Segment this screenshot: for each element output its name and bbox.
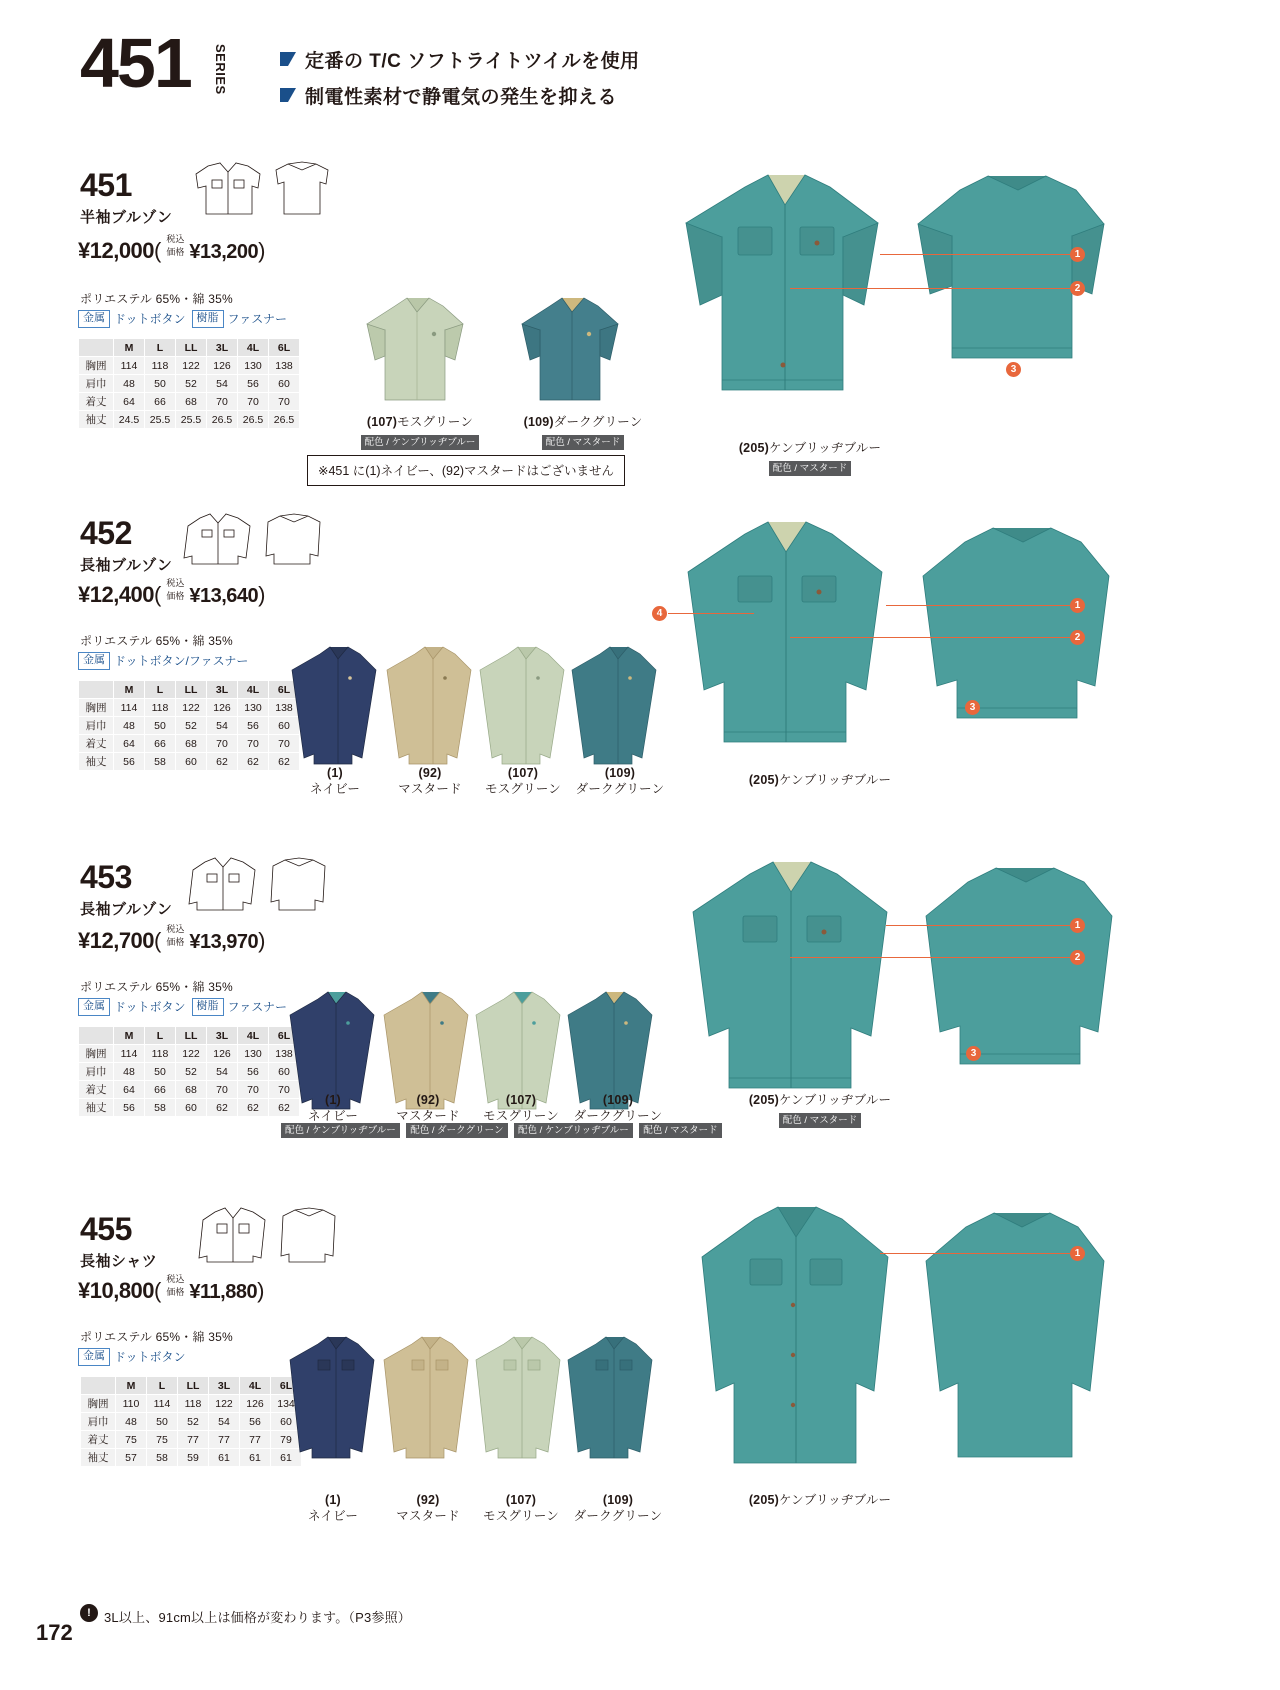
size-header: LL (178, 1377, 209, 1395)
series-number: 451 (80, 24, 191, 102)
table-row: 肩巾 48 50 52 54 56 60 (79, 375, 300, 393)
garment-452-main-front (650, 510, 920, 770)
tax-label: 税込 価格 (166, 234, 185, 257)
table-row: 袖丈 56 58 60 62 62 62 (79, 753, 300, 771)
color-label-455-107: (107) モスグリーン (483, 1493, 559, 1523)
color-label-452-main: (205)ケンブリッヂブルー (748, 773, 892, 787)
callout-3: 3 (966, 1046, 981, 1061)
color-label-453-92: (92) マスタード (396, 1093, 460, 1123)
table-row: 胸囲 114 118 122 126 130 138 (79, 357, 300, 375)
size-header: 3L (207, 681, 238, 699)
callout-2: 2 (1070, 281, 1085, 296)
garment-451-main-front (650, 165, 910, 415)
garment-451-109 (510, 290, 640, 420)
haishoku-badge: 配色 / マスタード (769, 461, 851, 476)
table-row: 着丈 64 66 68 70 70 70 (79, 393, 300, 411)
availability-note: ※451 に(1)ネイビー、(92)マスタードはございません (307, 455, 625, 486)
size-header: M (114, 339, 145, 357)
tax-label: 税込 価格 (166, 924, 185, 947)
price-main: ¥10,800 (78, 1278, 155, 1303)
price-main: ¥12,400 (78, 582, 155, 607)
garment-455-main-front (660, 1195, 930, 1495)
table-row: 着丈 75 75 77 77 77 79 (81, 1431, 302, 1449)
price-row (78, 578, 266, 608)
color-label-452-107: (107) モスグリーン (485, 766, 561, 796)
size-header: L (145, 339, 176, 357)
haishoku-badge: 配色 / マスタード (779, 1113, 861, 1128)
tag-metal: 金属 (78, 310, 110, 328)
price-open-paren: ( (154, 1278, 162, 1303)
tax-label: 税込 価格 (166, 578, 185, 601)
color-label-453-107: (107) モスグリーン (483, 1093, 559, 1123)
feature-tags (78, 652, 254, 670)
size-header: 3L (207, 1027, 238, 1045)
price-close-paren: ) (257, 1278, 265, 1303)
size-header: 4L (238, 339, 269, 357)
product-section-451 (0, 0, 1280, 500)
callout-3: 3 (1006, 362, 1021, 377)
color-label-453-1: (1) ネイビー (307, 1093, 359, 1123)
garment-455-107 (474, 1330, 574, 1480)
price-close-paren: ) (258, 928, 266, 953)
product-name: 長袖ブルゾン (80, 901, 173, 918)
size-table (78, 1026, 300, 1117)
tag-dot-button: ドットボタン (114, 1350, 186, 1364)
haishoku-badge: 配色 / マスタード (639, 1123, 721, 1138)
color-label-455-1: (1) ネイビー (307, 1493, 359, 1523)
price-main: ¥12,000 (78, 238, 155, 263)
table-row: 胸囲 110 114 118 122 126 134 (81, 1395, 302, 1413)
tag-fastener: ファスナー (227, 1000, 288, 1014)
price-row (78, 234, 266, 264)
table-row (79, 339, 300, 357)
size-header: M (114, 681, 145, 699)
size-table (78, 680, 300, 771)
callout-4: 4 (652, 606, 667, 621)
callout-2: 2 (1070, 950, 1085, 965)
garment-451-107 (355, 290, 485, 420)
garment-453-main-back (898, 860, 1118, 1090)
table-row: 袖丈 56 58 60 62 62 62 (79, 1099, 300, 1117)
leader-line (886, 605, 1070, 606)
price-row (78, 1274, 264, 1304)
garment-455-109 (566, 1330, 666, 1480)
haishoku-badge: 配色 / ケンブリッヂブルー (361, 435, 480, 450)
table-row: 着丈 64 66 68 70 70 70 (79, 1081, 300, 1099)
callout-3: 3 (965, 700, 980, 715)
series-word: SERIES (213, 44, 228, 95)
tag-resin: 樹脂 (192, 998, 224, 1016)
product-name: 半袖ブルゾン (80, 209, 173, 226)
tag-metal: 金属 (78, 652, 110, 670)
table-row: 袖丈 24.5 25.5 25.5 26.5 26.5 26.5 (79, 411, 300, 429)
tag-metal: 金属 (78, 1348, 110, 1366)
color-label-451-107: (107)モスグリーン 配色 / ケンブリッヂブルー (315, 414, 525, 450)
callout-1: 1 (1070, 918, 1085, 933)
table-row: 肩巾 48 50 52 54 56 60 (81, 1413, 302, 1431)
size-header: 6L (269, 339, 300, 357)
price-open-paren: ( (154, 582, 162, 607)
size-header: 6L (269, 1027, 300, 1045)
color-label-452-92: (92) マスタード (398, 766, 462, 796)
table-row (79, 681, 300, 699)
table-row: 肩巾 48 50 52 54 56 60 (79, 1063, 300, 1081)
size-header: M (116, 1377, 147, 1395)
footer-note: 3L以上、91cm以上は価格が変わります。（P3参照） (104, 1610, 412, 1625)
garment-455-1 (288, 1330, 388, 1480)
product-code: 453 (80, 859, 132, 895)
product-name: 長袖ブルゾン (80, 557, 173, 574)
color-label-452-1: (1) ネイビー (309, 766, 361, 796)
table-row: 胸囲 114 118 122 126 130 138 (79, 1045, 300, 1063)
size-header: L (145, 681, 176, 699)
size-table (80, 1376, 302, 1467)
price-with-tax: ¥11,880 (189, 1281, 258, 1303)
price-with-tax: ¥13,200 (189, 241, 259, 263)
table-row: 肩巾 48 50 52 54 56 60 (79, 717, 300, 735)
price-close-paren: ) (258, 582, 266, 607)
price-with-tax: ¥13,640 (189, 585, 259, 607)
leader-line (880, 254, 1070, 255)
feature-tags (78, 998, 293, 1016)
tax-label: 税込 価格 (166, 1274, 185, 1297)
price-row (78, 924, 266, 954)
size-header: 3L (207, 339, 238, 357)
haishoku-badge: 配色 / ダークグリーン (406, 1123, 507, 1138)
size-header: 4L (238, 1027, 269, 1045)
haishoku-badge: 配色 / ケンブリッヂブルー (281, 1123, 400, 1138)
color-label-453-109: (109) ダークグリーン (573, 1093, 663, 1123)
line-art-451 (188, 158, 338, 220)
tag-dot-button: ドットボタン (114, 1000, 186, 1014)
price-open-paren: ( (154, 238, 162, 263)
garment-455-92 (382, 1330, 482, 1480)
size-header: 3L (209, 1377, 240, 1395)
feature-tags (78, 310, 293, 328)
garment-452-main-back (895, 520, 1115, 740)
feature-tags (78, 1348, 192, 1366)
tag-fastener: ファスナー (227, 312, 288, 326)
garment-453-main-front (655, 850, 925, 1120)
tag-resin: 樹脂 (192, 310, 224, 328)
table-row (79, 1027, 300, 1045)
price-open-paren: ( (154, 928, 162, 953)
tag-metal: 金属 (78, 998, 110, 1016)
leader-line (880, 1253, 1070, 1254)
color-label-452-109: (109) ダークグリーン (575, 766, 665, 796)
size-header: LL (176, 339, 207, 357)
size-header: LL (176, 1027, 207, 1045)
color-label-455-main: (205)ケンブリッヂブルー (748, 1493, 892, 1507)
leader-line (790, 957, 1070, 958)
callout-1: 1 (1070, 247, 1085, 262)
line-art-452 (170, 508, 330, 570)
material-text: ポリエステル 65%・綿 35% (80, 980, 233, 994)
haishoku-badge: 配色 / マスタード (542, 435, 624, 450)
color-label-451-main: (205)ケンブリッヂブルー 配色 / マスタード (738, 441, 882, 474)
color-label-455-92: (92) マスタード (396, 1493, 460, 1523)
note-bullet-icon: ! (80, 1604, 98, 1622)
table-row: 胸囲 114 118 122 126 130 138 (79, 699, 300, 717)
feature-bullet-text: 制電性素材で静電気の発生を抑える (305, 86, 618, 108)
price-main: ¥12,700 (78, 928, 155, 953)
line-art-453 (175, 852, 335, 918)
size-header: L (147, 1377, 178, 1395)
product-name: 長袖シャツ (80, 1253, 158, 1270)
size-header: 4L (240, 1377, 271, 1395)
leader-line (790, 637, 1070, 638)
size-header: LL (176, 681, 207, 699)
size-header: 4L (238, 681, 269, 699)
product-code: 451 (80, 167, 132, 203)
size-header: L (145, 1027, 176, 1045)
table-row: 着丈 64 66 68 70 70 70 (79, 735, 300, 753)
material-text: ポリエステル 65%・綿 35% (80, 634, 233, 648)
leader-line (886, 925, 1070, 926)
leader-line (790, 288, 1070, 289)
table-row (81, 1377, 302, 1395)
price-with-tax: ¥13,970 (189, 931, 259, 953)
page-number: 172 (36, 1620, 73, 1645)
table-row: 袖丈 57 58 59 61 61 61 (81, 1449, 302, 1467)
garment-451-main-back (890, 168, 1110, 378)
price-close-paren: ) (258, 238, 266, 263)
leader-line (668, 613, 754, 614)
line-art-455 (185, 1200, 345, 1270)
color-label-455-109: (109) ダークグリーン (573, 1493, 663, 1523)
size-table (78, 338, 300, 429)
color-label-451-109: (109)ダークグリーン 配色 / マスタード (523, 415, 643, 448)
size-header: 6L (271, 1377, 302, 1395)
feature-bullet-text: 定番の T/C ソフトライトツイルを使用 (305, 50, 640, 72)
size-header: 6L (269, 681, 300, 699)
callout-1: 1 (1070, 598, 1085, 613)
callout-2: 2 (1070, 630, 1085, 645)
callout-1: 1 (1070, 1246, 1085, 1261)
product-code: 452 (80, 515, 132, 551)
product-code: 455 (80, 1211, 132, 1247)
size-header: M (114, 1027, 145, 1045)
haishoku-badge: 配色 / ケンブリッヂブルー (514, 1123, 633, 1138)
tag-dot-button-fastener: ドットボタン/ファスナー (114, 654, 249, 668)
material-text: ポリエステル 65%・綿 35% (80, 292, 233, 306)
material-text: ポリエステル 65%・綿 35% (80, 1330, 233, 1344)
tag-dot-button: ドットボタン (114, 312, 186, 326)
color-label-453-main: (205)ケンブリッヂブルー 配色 / マスタード (748, 1093, 892, 1126)
